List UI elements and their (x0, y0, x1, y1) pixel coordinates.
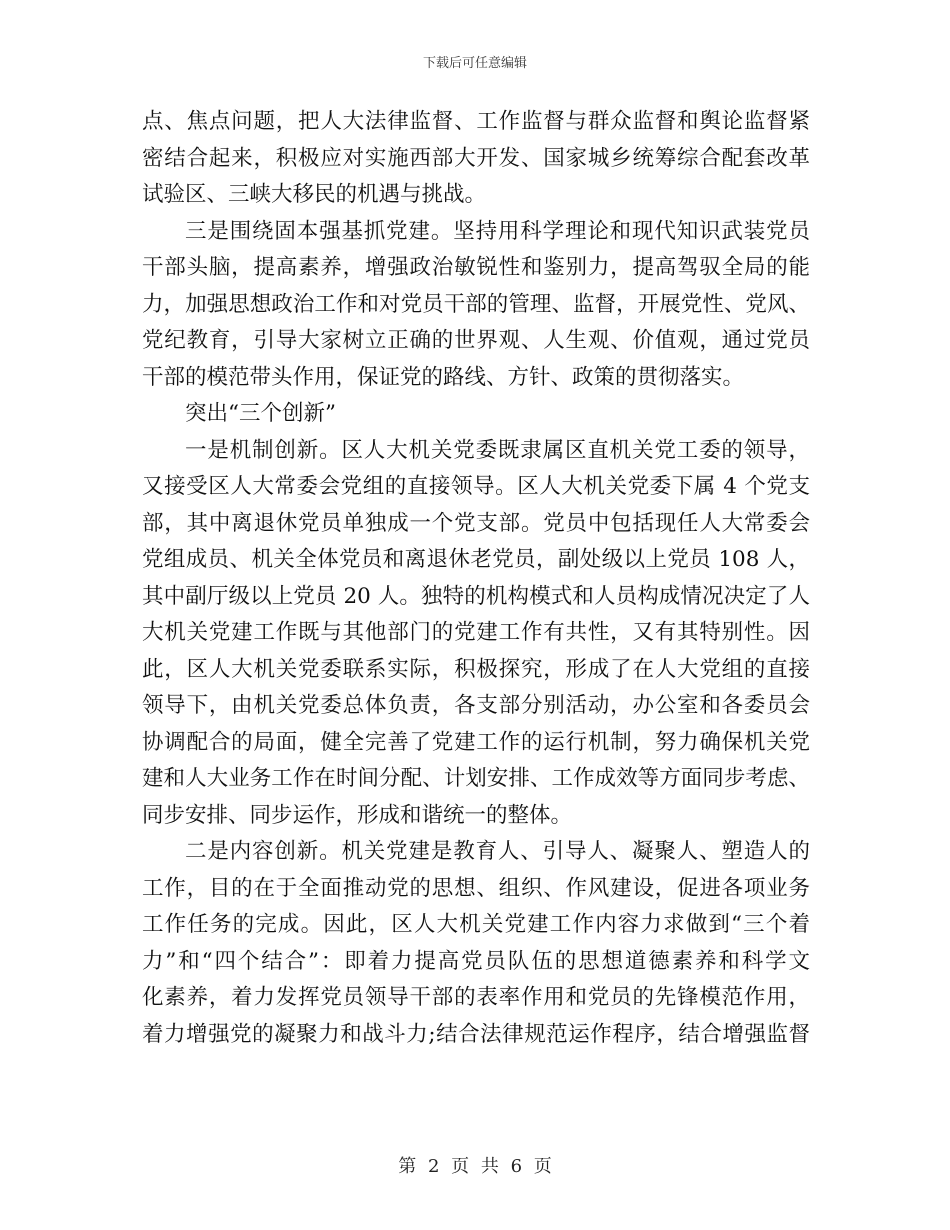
text-line: 点、焦点问题，把人大法律监督、工作监督与群众监督和舆论监督紧 (142, 109, 810, 134)
text-line: 干部头脑，提高素养，增强政治敏锐性和鉴别力，提高驾驭全局的能 (142, 255, 810, 280)
text-line: 化素养，着力发挥党员领导干部的表率作用和党员的先锋模范作用， (142, 985, 810, 1010)
text-line: 党组成员、机关全体党员和离退休老党员，副处级以上党员 108 人， (142, 547, 810, 572)
text-line: 试验区、三峡大移民的机遇与挑战。 (142, 182, 487, 207)
text-line: 三是围绕固本强基抓党建。坚持用科学理论和现代知识武装党员 (185, 218, 810, 244)
text-line: 密结合起来，积极应对实施西部大开发、国家城乡统筹综合配套改革 (142, 145, 810, 171)
text-line: 建和人大业务工作在时间分配、计划安排、工作成效等方面同步考虑、 (142, 766, 810, 791)
text-line: 突出“三个创新” (185, 401, 336, 426)
text-line: 协调配合的局面，健全完善了党建工作的运行机制，努力确保机关党 (142, 729, 810, 755)
text-line: 党纪教育，引导大家树立正确的世界观、人生观、价值观，通过党员 (142, 328, 810, 353)
document-body (142, 104, 810, 1053)
text-line: 干部的模范带头作用，保证党的路线、方针、政策的贯彻落实。 (142, 364, 745, 390)
text-line: 此，区人大机关党委联系实际，积极探究，形成了在人大党组的直接 (142, 656, 810, 682)
text-line: 力”和“四个结合”：即着力提高党员队伍的思想道德素养和科学文 (142, 948, 810, 974)
text-line: 部，其中离退休党员单独成一个党支部。党员中包括现任人大常委会 (142, 510, 810, 536)
page-footer: 第 2 页 共 6 页 (398, 1156, 552, 1177)
text-line: 二是内容创新。机关党建是教育人、引导人、凝聚人、塑造人的 (185, 839, 810, 864)
text-line: 其中副厅级以上党员 20 人。独特的机构模式和人员构成情况决定了人 (142, 583, 810, 609)
text-line: 工作任务的完成。因此，区人大机关党建工作内容力求做到“三个着 (142, 912, 810, 937)
text-line: 又接受区人大常委会党组的直接领导。区人大机关党委下属 4 个党支 (142, 474, 810, 499)
text-line: 一是机制创新。区人大机关党委既隶属区直机关党工委的领导， (185, 437, 810, 463)
text-line: 工作，目的在于全面推动党的思想、组织、作风建设，促进各项业务 (142, 875, 810, 901)
text-line: 大机关党建工作既与其他部门的党建工作有共性，又有其特别性。因 (142, 620, 810, 645)
text-line: 领导下，由机关党委总体负责，各支部分别活动，办公室和各委员会 (142, 693, 810, 718)
text-line: 着力增强党的凝聚力和战斗力;结合法律规范运作程序，结合增强监督 (142, 1021, 810, 1047)
text-line: 力，加强思想政治工作和对党员干部的管理、监督，开展党性、党风、 (142, 291, 810, 317)
text-line: 同步安排、同步运作，形成和谐统一的整体。 (142, 802, 573, 828)
page-header: 下载后可任意编辑 (422, 56, 527, 71)
